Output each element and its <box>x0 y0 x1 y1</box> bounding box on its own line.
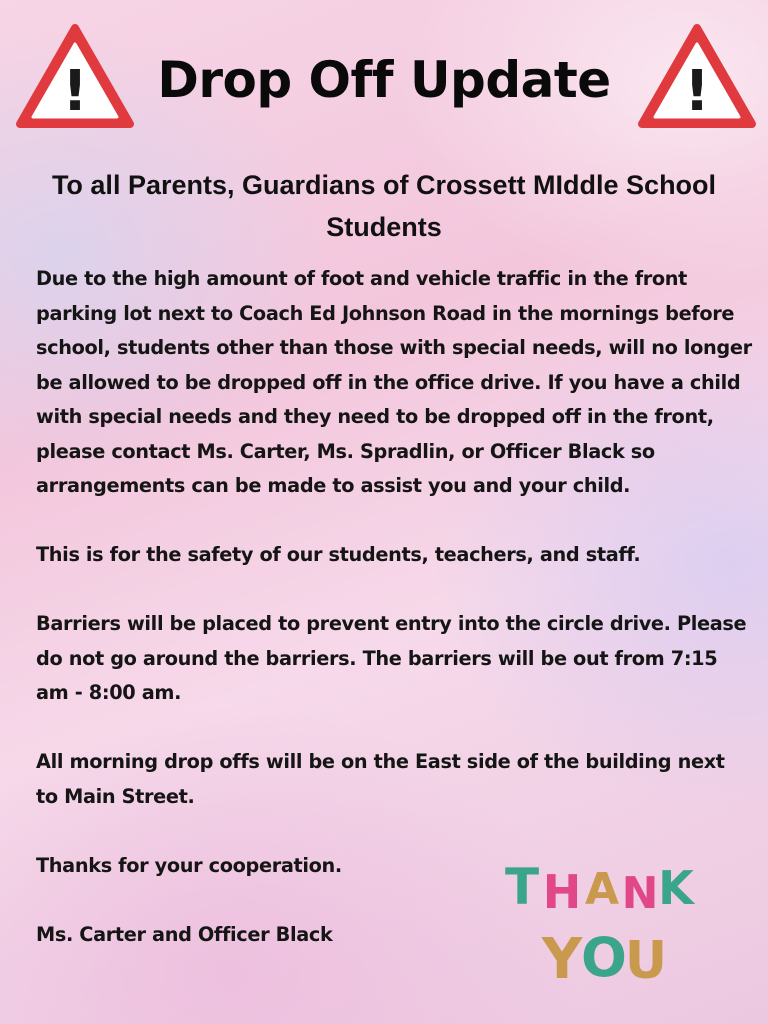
paragraph-safety: This is for the safety of our students, teachers, and staff. <box>36 543 641 566</box>
signature: Ms. Carter and Officer Black <box>36 922 333 946</box>
you-letter-o: O <box>581 926 627 989</box>
thank-letter-t: T <box>504 858 540 916</box>
paragraph-barriers: Barriers will be placed to prevent entry into the circle drive. Please do not go around the barriers. The barriers will be out from 7:15 am - 8:00 am. <box>36 612 747 704</box>
thank-you-artwork <box>500 852 700 992</box>
paragraph-east-side: All morning drop offs will be on the East side of the building next to Main Street. <box>36 750 725 808</box>
you-letter-y: Y <box>541 927 583 992</box>
you-letter-u: U <box>624 931 668 991</box>
thank-letter-k: K <box>658 861 694 915</box>
paragraph-thanks: Thanks for your cooperation. <box>36 853 342 877</box>
warning-exclamation-right: ! <box>684 59 710 124</box>
thank-letter-n: N <box>621 868 659 919</box>
page-title: Drop Off Update <box>157 51 611 109</box>
subtitle: To all Parents, Guardians of Crossett MIddle School Students <box>51 170 717 242</box>
warning-exclamation-left: ! <box>62 59 88 124</box>
thank-letter-a: A <box>584 864 620 915</box>
paragraph-dropoff-policy: Due to the high amount of foot and vehicle traffic in the front parking lot next to Coach Ed Johnson Road in the mornings before school, students other than those with special needs, will no longer be allowed to be dropped off in the office drive. If you have a child with special needs and they need to be dropped off in the front, please contact Ms. Carter, Ms. Spradlin, or Officer Black so arrangements can be made to assist you and your child. <box>36 267 752 497</box>
thank-letter-h: H <box>542 865 582 919</box>
